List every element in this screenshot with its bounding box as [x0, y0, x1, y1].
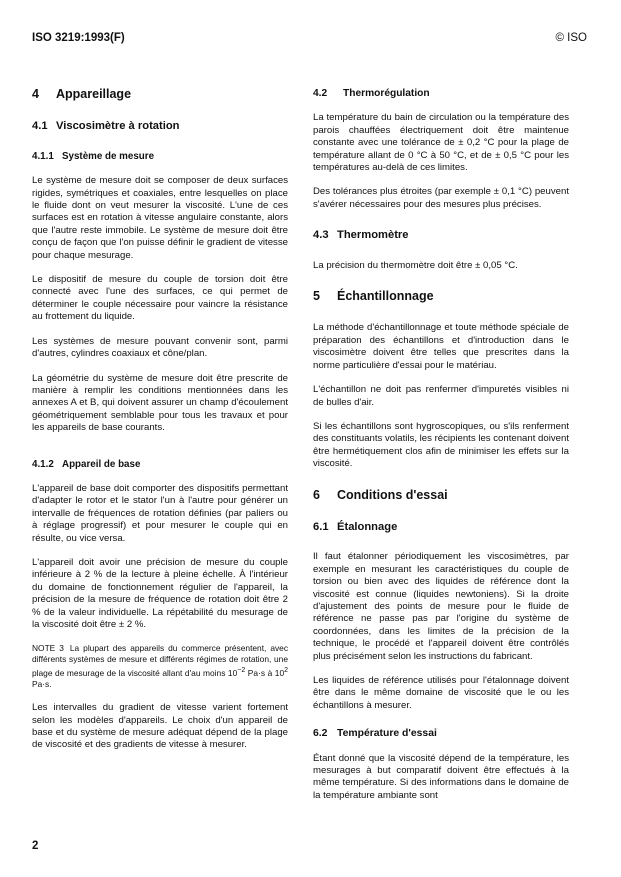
paragraph: Le système de mesure doit se composer de deux surfaces rigides, symétriques et coaxiales, entre lesquelles on place le fluide dont on veut mesurer la viscosité. L'une de ces surfaces est en rotation à vitesse angulaire constante, alors que l'autre reste immobile. Le système de mesure doit être conçu de façon que l'on puisse définir le gradient de vitesse pour chaque mesurage. [32, 175, 288, 261]
paragraph: Il faut étalonner périodiquement les viscosimètres, par exemple en mesurant les caractéristiques du couple de torsion ou bien avec des liquides de référence dont la viscosité est connue (liquides newtoniens). Si la droite d'ajustement des points de mesure pour le fluide de référence ne passe pas par l'origine du système de coordonnées, dans les limites de la précision de la technique, le procédé et l'appareil doivent être contrôlés plus précisément selon les instructions du fabricant. [313, 551, 569, 662]
paragraph: La précision du thermomètre doit être ± 0,05 °C. [313, 259, 518, 271]
section-4-1-1-heading: 4.1.1 Système de mesure [32, 150, 155, 162]
section-4-1-2-heading: 4.1.2 Appareil de base [32, 458, 141, 470]
left-column [32, 88, 288, 764]
section-6-2-heading: 6.2 Température d'essai [313, 728, 437, 740]
note-label: NOTE 3 [32, 643, 64, 654]
section-4-heading: 4 Appareillage [32, 87, 132, 101]
paragraph: Les liquides de référence utilisés pour l'étalonnage doivent être dans le même domaine de viscosité que le ou les échantillons à mesurer. [313, 675, 569, 711]
paragraph: Des tolérances plus étroites (par exemple ± 0,1 °C) peuvent s'avérer nécessaires pour des mesures plus précises. [313, 186, 569, 210]
paragraph: Étant donné que la viscosité dépend de la température, les mesurages à but comparatif doivent être effectués à la même température. Si des informations dans le domaine de la température ambiante sont [313, 752, 569, 801]
paragraph: L'échantillon ne doit pas renfermer d'impuretés visibles ni de bulles d'air. [313, 384, 569, 408]
section-6-1-heading: 6.1 Étalonnage [313, 520, 398, 533]
section-4-3-heading: 4.3 Thermomètre [313, 229, 409, 242]
paragraph: La méthode d'échantillonnage et toute méthode spéciale de préparation des échantillons et d'introduction dans le viscosimètre doivent être telles que prescrites dans la norme particulière d'essai pour le matériau. [313, 322, 569, 371]
paragraph: Les intervalles du gradient de vitesse varient fortement selon les modèles d'appareils. Le choix d'un appareil de base et du système de mesure adéquat dépend de la plage de viscosité et des gradients de vitesse à mesurer. [32, 702, 288, 751]
section-4-1-heading: 4.1 Viscosimètre à rotation [32, 120, 180, 133]
section-5-heading: 5 Échantillonnage [313, 289, 434, 304]
paragraph: La géométrie du système de mesure doit être prescrite de manière à remplir les conditions mentionnées dans les annexes A et B, qui doivent assurer un champ d'écoulement géométriquement semblable pour tous les travaux et pour les appareils de base courants. [32, 372, 288, 434]
document-id: ISO 3219:1993(F) [32, 32, 125, 44]
section-6-heading: 6 Conditions d'essai [313, 487, 448, 502]
page-number: 2 [32, 840, 39, 852]
paragraph: La température du bain de circulation ou la température des parois chauffées électriquement doit être maintenue constante avec une tolérance de ± 0,2 °C pour la plage de température allant de 0 °C à 50 °C, et de ± 0,5 °C pour les températures au-delà de ces limites. [313, 112, 569, 174]
paragraph: Le dispositif de mesure du couple de torsion doit être connecté avec l'une des surfaces, ce qui permet de déterminer le couple nécessaire pour vaincre la résistance au frottement du liquide. [32, 274, 288, 323]
paragraph: L'appareil doit avoir une précision de mesure du couple inférieure à 2 % de la lecture à pleine échelle. À l'intérieur du domaine de fonctionnement régulier de l'appareil, la précision de la mesure de fréquence de rotation doit être 2 % de la valeur individuelle. La répétabilité du mesurage de la viscosité doit être ± 2 %. [32, 556, 288, 630]
note-3: NOTE 3 La plupart des appareils du commerce présentent, avec différents systèmes de mesure et différents régimes de rotation, une plage de mesurage de la viscosité allant d'au moins $10^{-2}$ Pa·s à $10^2$ Pa·s. [32, 643, 289, 690]
copyright: © ISO [555, 32, 587, 44]
right-column [313, 88, 569, 814]
paragraph: Si les échantillons sont hygroscopiques, ou s'ils renferment des constituants volatils, les récipients les contenant doivent être hermétiquement clos afin de minimiser les effets sur la viscosité. [313, 420, 569, 470]
section-4-2-heading: 4.2 Thermorégulation [313, 88, 430, 99]
paragraph: L'appareil de base doit comporter des dispositifs permettant d'adapter le rotor et le stator l'un à l'autre pour générer un intervalle de fréquences de rotation définies (par paliers ou à réglage progressif) et pour mesurer le couple qui en résulte, ou vice versa. [32, 482, 288, 544]
paragraph: Les systèmes de mesure pouvant convenir sont, parmi d'autres, cylindres coaxiaux et cône/plan. [32, 335, 288, 360]
